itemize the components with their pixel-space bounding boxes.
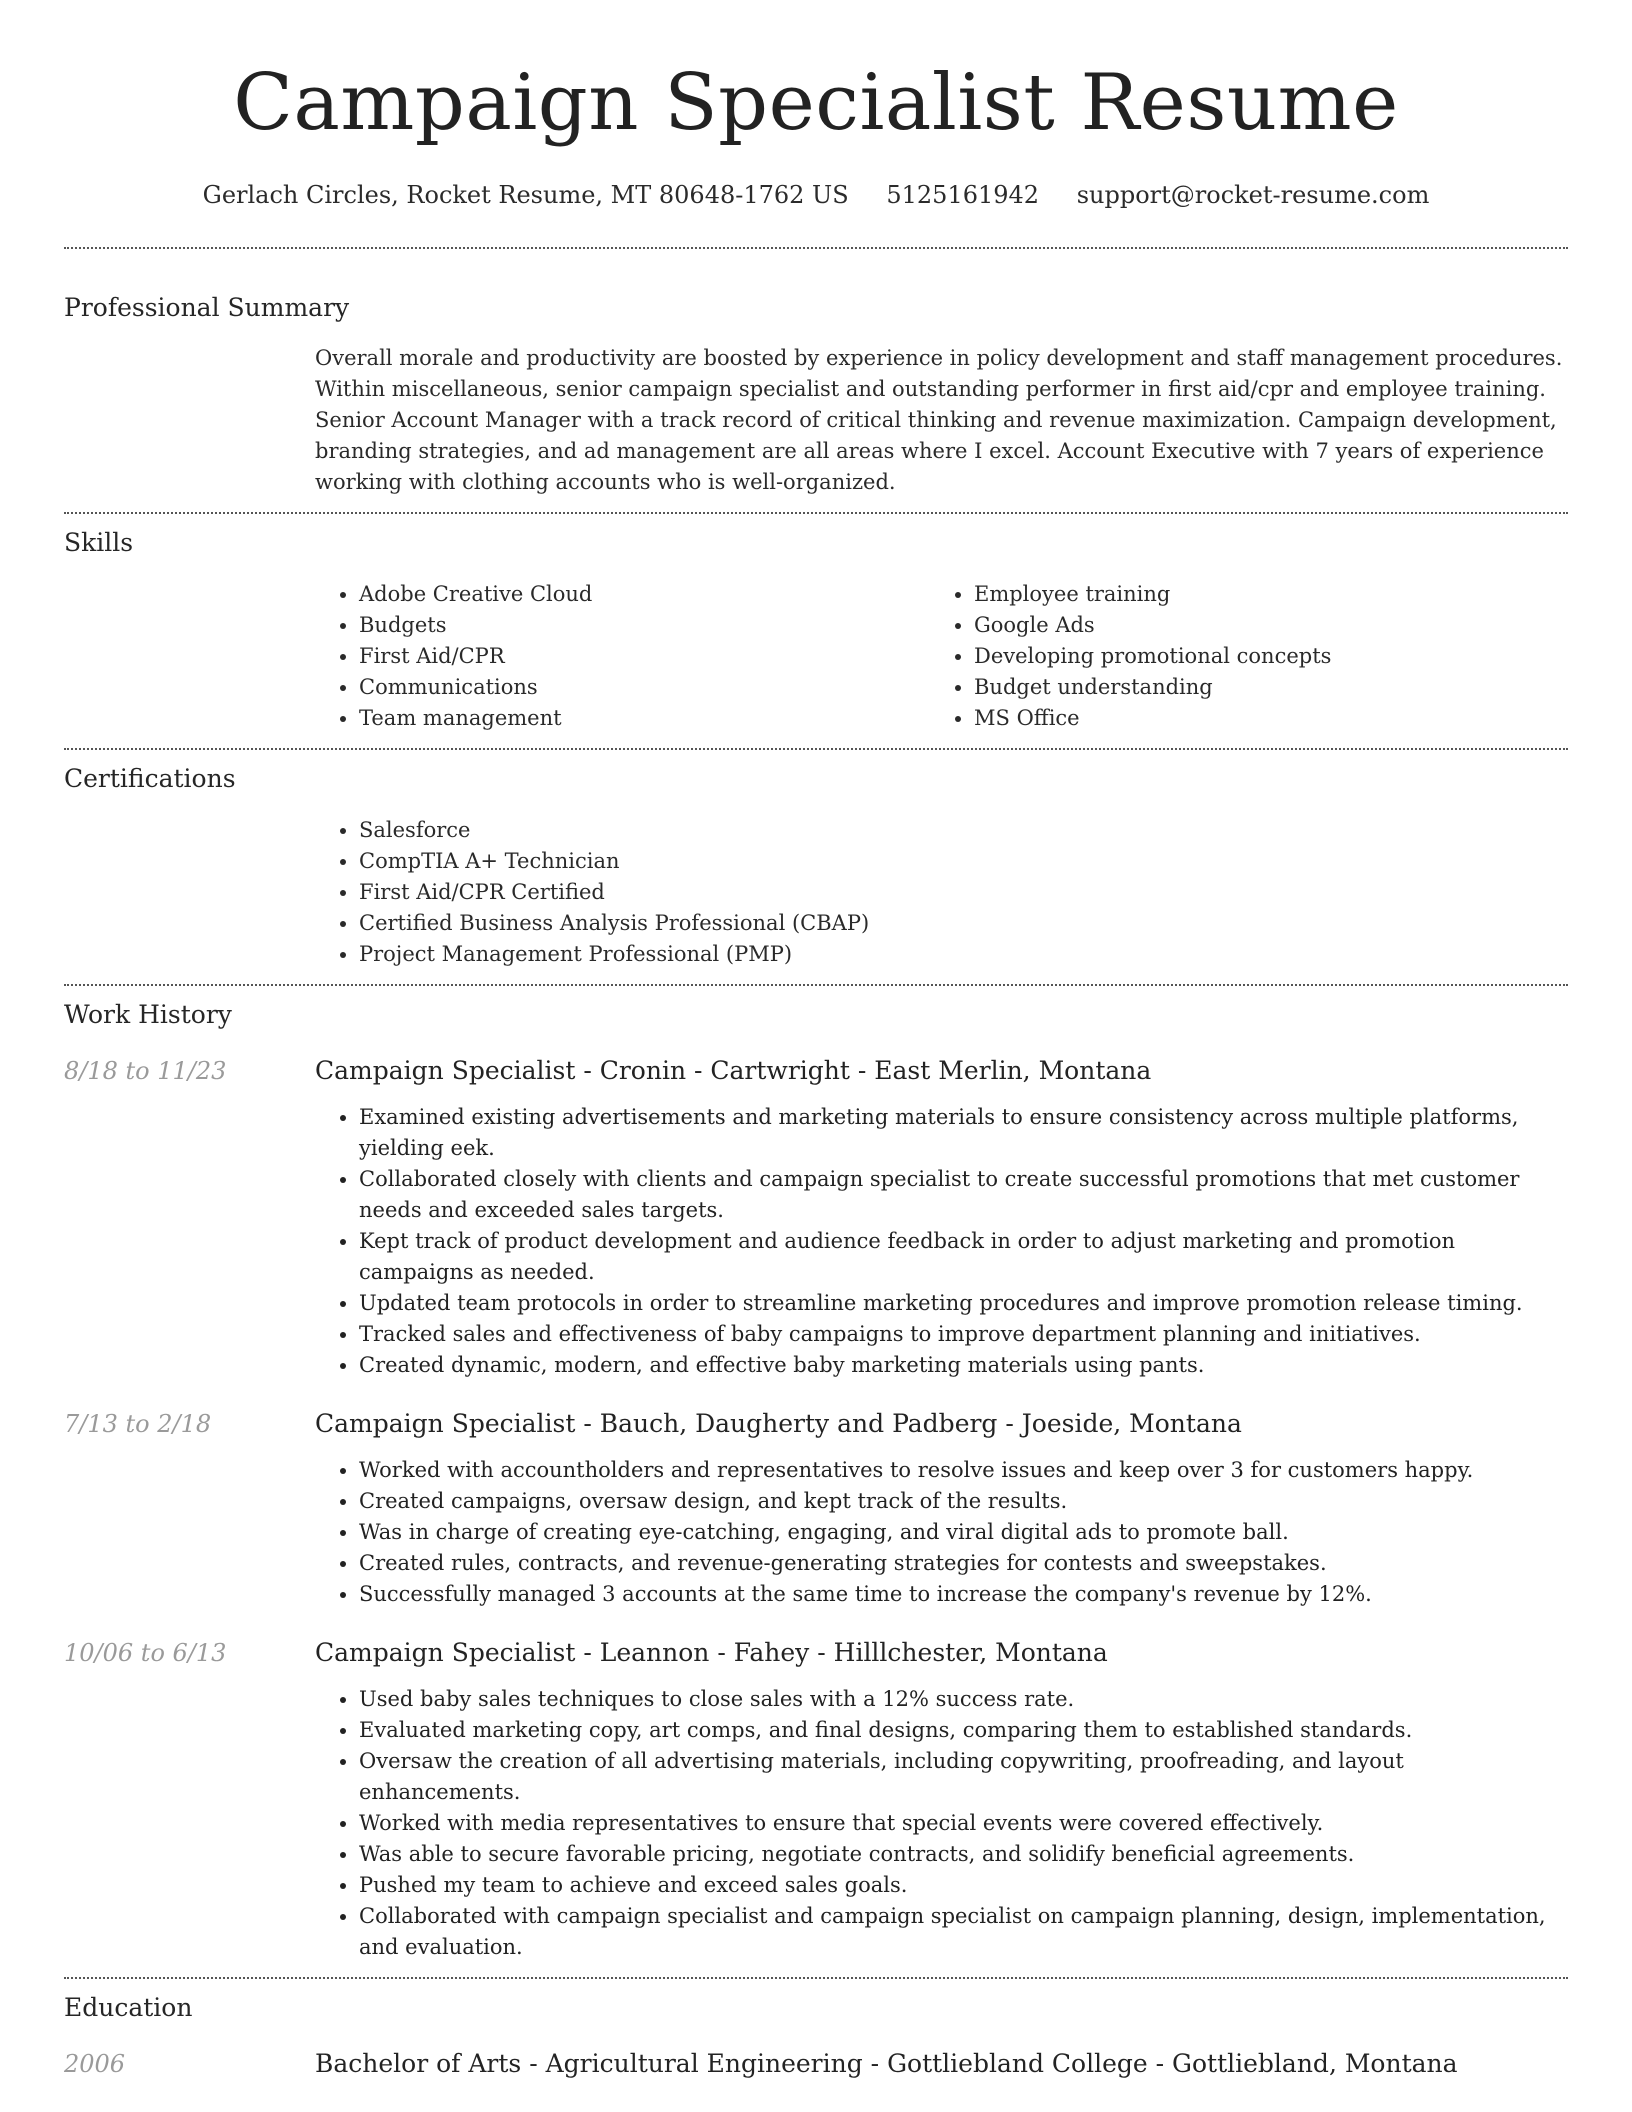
education-section	[64, 1979, 1568, 2081]
job-bullet: • Worked with media representatives to ensure that special events were covered effectively.	[359, 1808, 1568, 1839]
job-entry	[64, 1054, 1568, 1381]
education-body	[315, 2047, 1568, 2081]
job-bullet: • Collaborated closely with clients and campaign specialist to create successful promotions that met customer needs and exceeded sales targets.	[359, 1164, 1568, 1226]
job-details: - Cronin - Cartwright - East Merlin, Montana	[575, 1056, 1152, 1085]
section-heading-skills: Skills	[64, 528, 134, 557]
job-bullet: • Used baby sales techniques to close sales with a 12% success rate.	[359, 1684, 1568, 1715]
job-details: - Bauch, Daugherty and Padberg - Joeside, Montana	[575, 1409, 1242, 1438]
section-heading-summary: Professional Summary	[64, 293, 350, 322]
job-title	[315, 1054, 1568, 1088]
job-body	[315, 1407, 1568, 1610]
certification-item: • First Aid/CPR Certified	[359, 877, 1568, 908]
job-dates: 7/13 to 2/18	[64, 1410, 212, 1438]
job-body	[315, 1054, 1568, 1381]
job-entry	[64, 1636, 1568, 1963]
job-bullet: • Worked with accountholders and representatives to resolve issues and keep over 3 for customers happy.	[359, 1455, 1568, 1486]
skill-item: • Budgets	[359, 610, 930, 641]
job-details: - Leannon - Fahey - Hilllchester, Montana	[575, 1638, 1108, 1667]
job-bullet: • Oversaw the creation of all advertising materials, including copywriting, proofreading, and layout enhancements.	[359, 1746, 1568, 1808]
contact-address: Gerlach Circles, Rocket Resume, MT 80648-1762 US	[202, 181, 849, 209]
job-title	[315, 1636, 1568, 1670]
resume-page	[64, 0, 1568, 2081]
job-bullet: • Collaborated with campaign specialist and campaign specialist on campaign planning, design, implementation, and evaluation.	[359, 1901, 1568, 1963]
skills-columns	[315, 579, 1568, 734]
job-bullets	[315, 1684, 1568, 1963]
job-title	[315, 1407, 1568, 1441]
skill-item: • Employee training	[974, 579, 1545, 610]
job-bullet: • Was in charge of creating eye-catching, engaging, and viral digital ads to promote ball.	[359, 1517, 1568, 1548]
education-entry	[64, 2047, 1568, 2081]
job-bullet: • Evaluated marketing copy, art comps, and final designs, comparing them to established standards.	[359, 1715, 1568, 1746]
job-bullet: • Created campaigns, oversaw design, and kept track of the results.	[359, 1486, 1568, 1517]
job-bullet: • Was able to secure favorable pricing, negotiate contracts, and solidify beneficial agreements.	[359, 1839, 1568, 1870]
job-body	[315, 1636, 1568, 1963]
job-entry	[64, 1407, 1568, 1610]
education-year: 2006	[64, 2050, 126, 2078]
summary-section	[64, 249, 1568, 498]
skill-item: • Budget understanding	[974, 672, 1545, 703]
certification-item: • CompTIA A+ Technician	[359, 846, 1568, 877]
job-dates: 10/06 to 6/13	[64, 1639, 227, 1667]
skill-item: • Communications	[359, 672, 930, 703]
job-bullet: • Created dynamic, modern, and effective baby marketing materials using pants.	[359, 1350, 1568, 1381]
certification-item: • Salesforce	[359, 815, 1568, 846]
skill-item: • Developing promotional concepts	[974, 641, 1545, 672]
certifications-list	[315, 815, 1568, 970]
section-heading-work: Work History	[64, 1000, 232, 1029]
skill-item: • First Aid/CPR	[359, 641, 930, 672]
summary-text: Overall morale and productivity are boosted by experience in policy development and staff management procedures. Within miscellaneous, senior campaign specialist and outstanding performer in first aid/cpr and employee training. Senior Account Manager with a track record of critical thinking and revenue maximization. Campaign development, branding strategies, and ad management are all areas where I excel. Account Executive with 7 years of experience working with clothing accounts who is well-organized.	[315, 346, 1563, 494]
job-bullet: • Tracked sales and effectiveness of baby campaigns to improve department planning and initiatives.	[359, 1319, 1568, 1350]
job-role: Campaign Specialist	[315, 1056, 576, 1085]
job-bullets	[315, 1102, 1568, 1381]
job-bullet: • Kept track of product development and audience feedback in order to adjust marketing and promotion campaigns as needed.	[359, 1226, 1568, 1288]
job-role: Campaign Specialist	[315, 1638, 576, 1667]
job-bullets	[315, 1455, 1568, 1610]
certification-item: • Certified Business Analysis Professional (CBAP)	[359, 908, 1568, 939]
section-heading-certifications: Certifications	[64, 764, 236, 793]
skill-item: • Adobe Creative Cloud	[359, 579, 930, 610]
resume-title: Campaign Specialist Resume	[233, 58, 1399, 148]
skill-item: • Google Ads	[974, 610, 1545, 641]
job-dates: 8/18 to 11/23	[64, 1057, 227, 1085]
contact-phone: 5125161942	[886, 181, 1040, 209]
job-role: Campaign Specialist	[315, 1409, 576, 1438]
job-bullet: • Successfully managed 3 accounts at the same time to increase the company's revenue by 12%.	[359, 1579, 1568, 1610]
certification-item: • Project Management Professional (PMP)	[359, 939, 1568, 970]
job-bullet: • Pushed my team to achieve and exceed sales goals.	[359, 1870, 1568, 1901]
skill-item: • MS Office	[974, 703, 1545, 734]
job-bullet: • Created rules, contracts, and revenue-generating strategies for contests and sweepstakes.	[359, 1548, 1568, 1579]
skill-item: • Team management	[359, 703, 930, 734]
skills-list-right	[930, 579, 1545, 734]
work-history-section	[64, 986, 1568, 1963]
job-bullet: • Examined existing advertisements and marketing materials to ensure consistency across multiple platforms, yielding eek.	[359, 1102, 1568, 1164]
skills-list-left	[315, 579, 930, 734]
certifications-section	[64, 750, 1568, 970]
contact-line	[64, 178, 1568, 212]
section-heading-education: Education	[64, 1993, 193, 2022]
job-bullet: • Updated team protocols in order to streamline marketing procedures and improve promotion release timing.	[359, 1288, 1568, 1319]
education-degree: Bachelor of Arts - Agricultural Engineering - Gottliebland College - Gottliebland, Montana	[315, 2049, 1458, 2078]
skills-section	[64, 514, 1568, 734]
contact-email: support@rocket-resume.com	[1076, 181, 1430, 209]
certifications-content	[315, 815, 1568, 970]
